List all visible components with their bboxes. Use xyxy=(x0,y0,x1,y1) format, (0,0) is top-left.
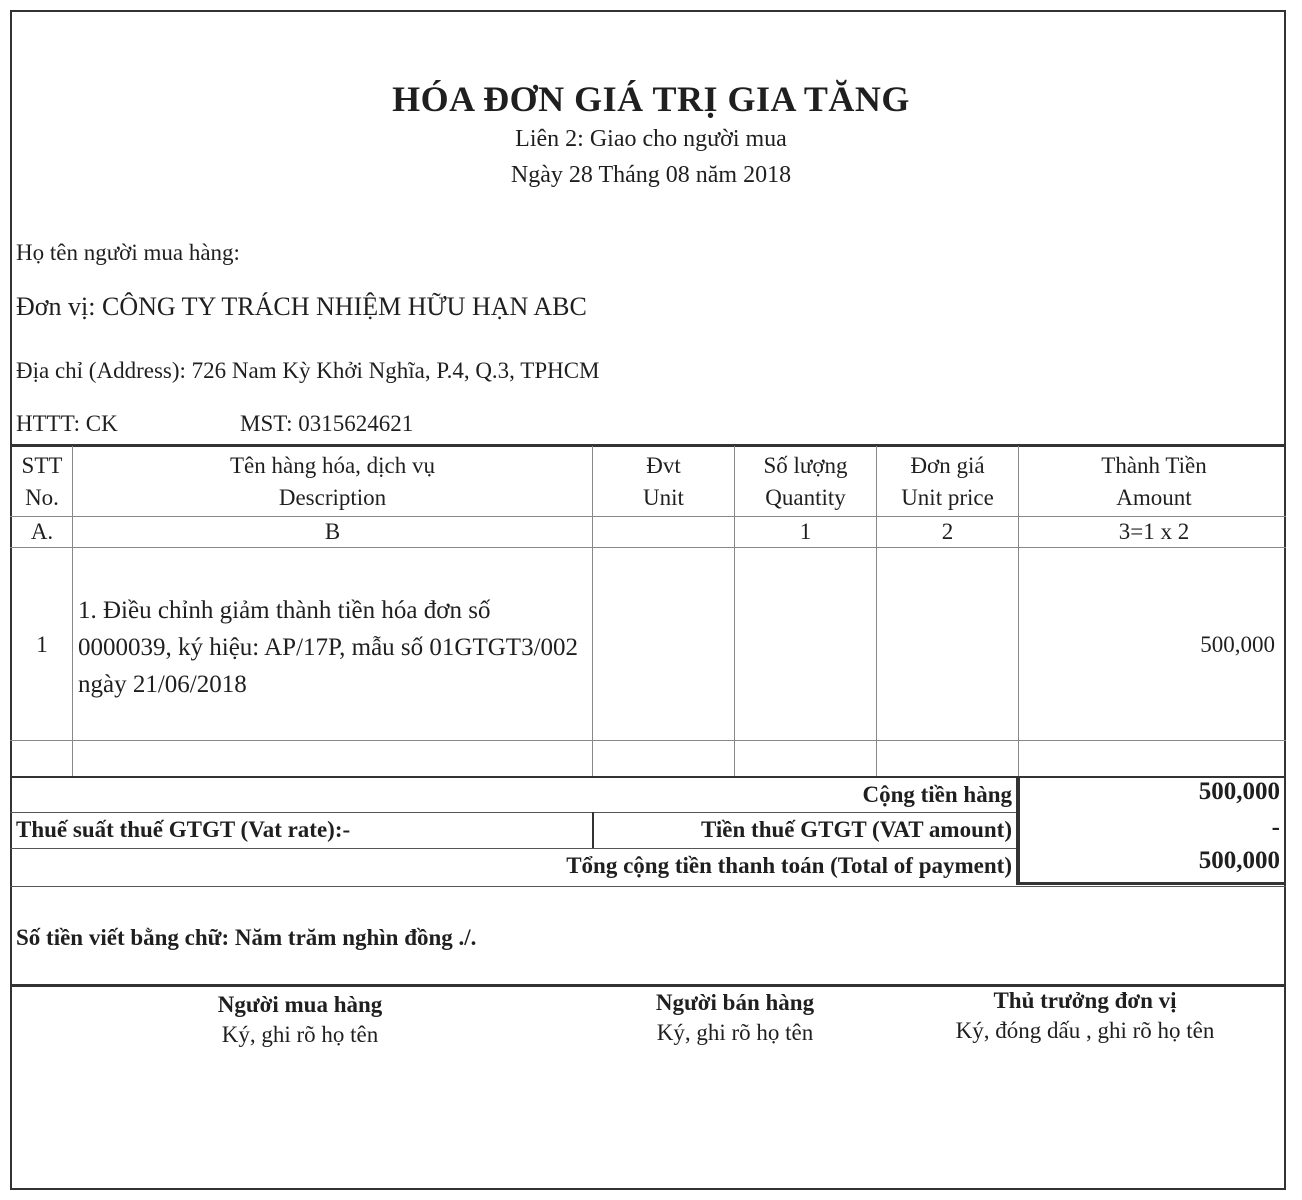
amount-in-words: Số tiền viết bằng chữ: Năm trăm nghìn đồng ./. xyxy=(16,925,477,950)
signature-director-note: Ký, đóng dấu , ghi rõ họ tên xyxy=(955,1018,1215,1043)
vat-amount-label: Tiền thuế GTGT (VAT amount) xyxy=(700,817,1012,842)
signature-director-title: Thủ trưởng đơn vị xyxy=(993,988,1177,1013)
item-row-divider xyxy=(10,740,1286,741)
col-header-unit-price: Đơn giá Unit price xyxy=(901,453,994,510)
buyer-address: Địa chỉ (Address): 726 Nam Kỳ Khởi Nghĩa, P.4, Q.3, TPHCM xyxy=(16,358,600,383)
tax-code: MST: 0315624621 xyxy=(240,411,414,436)
signature-seller-title: Người bán hàng xyxy=(655,990,815,1015)
subtotal-value: 500,000 xyxy=(1198,778,1280,805)
index-cell: 2 xyxy=(941,519,954,544)
index-cell: B xyxy=(324,519,341,544)
table-top-border xyxy=(10,444,1286,447)
totals-box-left xyxy=(1016,776,1020,884)
subtotal-label: Cộng tiền hàng xyxy=(862,782,1012,807)
totals-divider-1 xyxy=(10,812,1018,813)
signature-buyer xyxy=(150,992,450,1048)
signature-buyer-title: Người mua hàng xyxy=(217,992,383,1017)
signature-buyer-note: Ký, ghi rõ họ tên xyxy=(221,1022,379,1047)
totals-divider-2 xyxy=(10,848,1018,849)
item-no: 1 xyxy=(36,632,48,657)
invoice-copy: Liên 2: Giao cho người mua xyxy=(515,126,787,152)
index-cell: A. xyxy=(30,519,54,544)
index-cell: 1 xyxy=(799,519,812,544)
item-amount: 500,000 xyxy=(1200,632,1275,657)
signature-seller xyxy=(585,990,885,1046)
col-header-amount: Thành Tiền Amount xyxy=(1101,453,1207,510)
total-payment-label: Tổng cộng tiền thanh toán (Total of payment) xyxy=(566,853,1012,878)
col-header-description: Tên hàng hóa, dịch vụ Description xyxy=(229,453,436,510)
item-description: 1. Điều chỉnh giảm thành tiền hóa đơn số 0000039, ký hiệu: AP/17P, mẫu số 01GTGT3/002 ngày 21/06/2018 xyxy=(78,597,579,698)
totals-box-bottom xyxy=(1016,882,1286,885)
col-header-quantity: Số lượng Quantity xyxy=(763,453,848,510)
buyer-name-label: Họ tên người mua hàng: xyxy=(16,240,240,265)
buyer-unit: Đơn vị: CÔNG TY TRÁCH NHIỆM HỮU HẠN ABC xyxy=(16,292,587,321)
col-header-no: STT No. xyxy=(21,453,63,510)
vat-rate-divider xyxy=(592,812,594,848)
signature-top-border xyxy=(10,984,1286,987)
vat-amount-value: - xyxy=(1271,814,1280,841)
index-cell: 3=1 x 2 xyxy=(1118,519,1190,544)
invoice-title: HÓA ĐƠN GIÁ TRỊ GIA TĂNG xyxy=(392,79,910,119)
invoice-date: Ngày 28 Tháng 08 năm 2018 xyxy=(510,162,792,188)
signature-director xyxy=(900,988,1270,1044)
vat-rate-label: Thuế suất thuế GTGT (Vat rate):- xyxy=(16,817,351,842)
payment-method: HTTT: CK xyxy=(16,411,118,436)
col-header-unit: Đvt Unit xyxy=(643,453,684,510)
total-payment-value: 500,000 xyxy=(1198,847,1280,874)
totals-bottom-line xyxy=(10,886,1286,887)
signature-seller-note: Ký, ghi rõ họ tên xyxy=(656,1020,814,1045)
